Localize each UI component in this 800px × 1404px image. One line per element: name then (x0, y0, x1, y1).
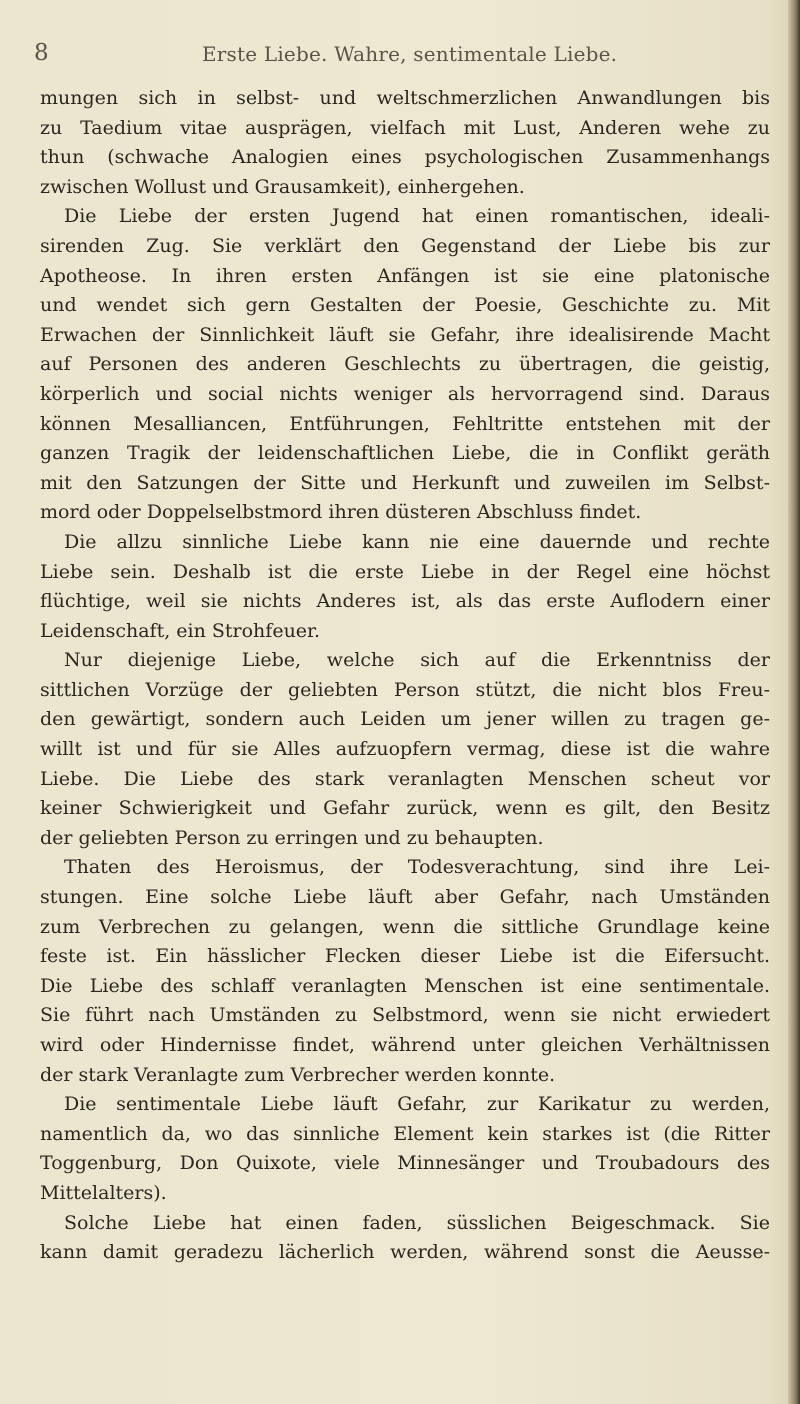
text-line: der geliebten Person zu erringen und zu behaupten. (40, 826, 544, 849)
text-line: kann damit geradezu lächerlich werden, während sonst die Aeusse- (40, 1241, 770, 1264)
text-line: keiner Schwierigkeit und Gefahr zurück, wenn es gilt, den Besitz (40, 797, 770, 820)
text-line: und wendet sich gern Gestalten der Poesie, Geschichte zu. Mit (40, 294, 770, 317)
text-line: Sie führt nach Umständen zu Selbstmord, wenn sie nicht erwiedert (40, 1004, 770, 1027)
body-text (40, 84, 770, 1268)
text-line: thun (schwache Analogien eines psychologischen Zusammenhangs (40, 146, 770, 169)
text-line: mungen sich in selbst- und weltschmerzlichen Anwandlungen bis (40, 87, 770, 109)
text-line: Mittelalters). (40, 1181, 167, 1204)
text-line: Leidenschaft, ein Strohfeuer. (40, 619, 321, 642)
page-number: 8 (34, 40, 49, 66)
text-line: zu Taedium vitae ausprägen, vielfach mit Lust, Anderen wehe zu (40, 116, 770, 139)
text-line: Liebe. Die Liebe des stark veranlagten Menschen scheut vor (40, 767, 770, 790)
text-line: mit den Satzungen der Sitte und Herkunft und zuweilen im Selbst- (40, 471, 770, 494)
text-line: Nur diejenige Liebe, welche sich auf die Erkenntniss der (64, 649, 770, 672)
text-line: feste ist. Ein hässlicher Flecken dieser Liebe ist die Eifersucht. (40, 945, 770, 968)
text-line: Die sentimentale Liebe läuft Gefahr, zur Karikatur zu werden, (64, 1093, 770, 1116)
text-line: zum Verbrechen zu gelangen, wenn die sittliche Grundlage keine (40, 915, 770, 938)
text-line: mord oder Doppelselbstmord ihren düsteren Abschluss findet. (40, 501, 642, 524)
running-title: Erste Liebe. Wahre, sentimentale Liebe. (202, 42, 618, 66)
text-line: stungen. Eine solche Liebe läuft aber Gefahr, nach Umständen (40, 886, 770, 909)
text-line: Liebe sein. Deshalb ist die erste Liebe in der Regel eine höchst (40, 560, 770, 583)
text-line: Toggenburg, Don Quixote, viele Minnesänger und Troubadours des (40, 1152, 770, 1175)
text-line: zwischen Wollust und Grausamkeit), einhergehen. (40, 175, 525, 198)
text-line: Thaten des Heroismus, der Todesverachtung, sind ihre Lei- (64, 856, 770, 879)
text-line: Apotheose. In ihren ersten Anfängen ist sie eine platonische (40, 264, 770, 287)
text-line: Die Liebe des schlaff veranlagten Menschen ist eine sentimentale. (40, 974, 770, 997)
page-edge-shadow (788, 0, 800, 1404)
text-line: Die allzu sinnliche Liebe kann nie eine dauernde und rechte (64, 530, 770, 553)
text-line: Die Liebe der ersten Jugend hat einen romantischen, ideali- (64, 205, 770, 228)
text-line: flüchtige, weil sie nichts Anderes ist, als das erste Auflodern einer (40, 590, 770, 613)
text-line: können Mesalliancen, Entführungen, Fehltritte entstehen mit der (40, 412, 770, 435)
text-line: willt ist und für sie Alles aufzuopfern vermag, diese ist die wahre (40, 738, 770, 761)
text-line: Erwachen der Sinnlichkeit läuft sie Gefahr, ihre idealisirende Macht (40, 323, 770, 346)
text-line: sittlichen Vorzüge der geliebten Person stützt, die nicht blos Freu- (40, 678, 770, 701)
text-line: der stark Veranlagte zum Verbrecher werden konnte. (40, 1063, 556, 1086)
text-line: wird oder Hindernisse findet, während unter gleichen Verhältnissen (40, 1034, 770, 1056)
text-line: den gewärtigt, sondern auch Leiden um jener willen zu tragen ge- (40, 708, 770, 731)
page-header (0, 36, 800, 72)
text-line: sirenden Zug. Sie verklärt den Gegenstand der Liebe bis zur (40, 234, 770, 257)
text-line: Solche Liebe hat einen faden, süsslichen Beigeschmack. Sie (64, 1211, 770, 1234)
text-line: ganzen Tragik der leidenschaftlichen Liebe, die in Conflikt geräth (40, 442, 770, 465)
text-line: namentlich da, wo das sinnliche Element kein starkes ist (die Ritter (40, 1122, 770, 1145)
text-line: auf Personen des anderen Geschlechts zu übertragen, die geistig, (40, 353, 770, 376)
text-line: körperlich und social nichts weniger als hervorragend sind. Daraus (40, 382, 770, 405)
